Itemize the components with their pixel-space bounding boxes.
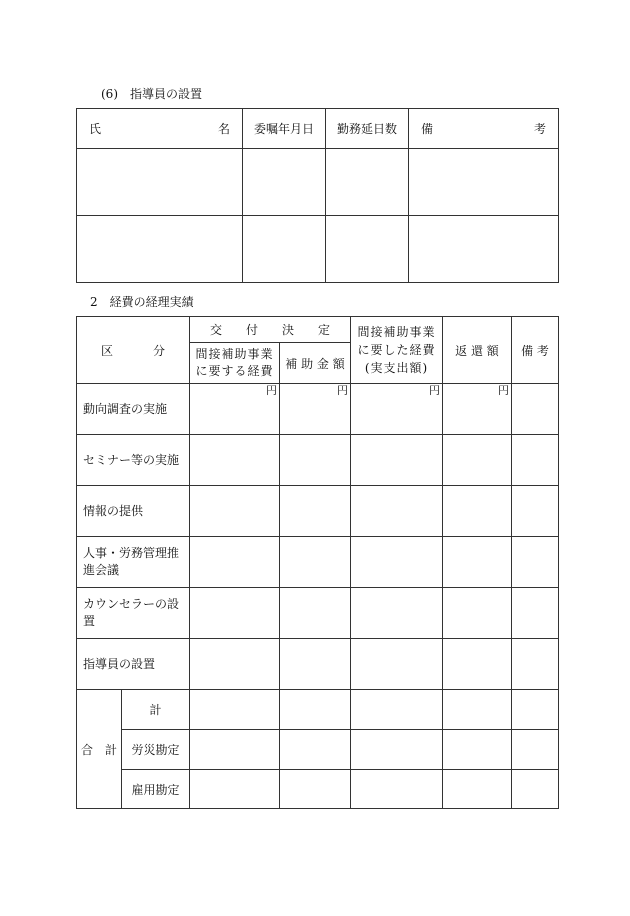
grant-char: 交 — [210, 323, 223, 337]
header-work-days: 勤務延日数 — [326, 109, 409, 149]
table-row — [77, 486, 559, 537]
header-appointment-date: 委嘱年月日 — [243, 109, 326, 149]
header-remarks: 備 考 — [512, 317, 559, 384]
header-category — [77, 317, 190, 384]
cell[interactable] — [326, 149, 409, 216]
cell[interactable] — [351, 588, 443, 639]
cell[interactable] — [190, 730, 280, 770]
unit-yen[interactable]: 円 — [280, 384, 351, 435]
cell[interactable] — [512, 384, 559, 435]
row-label: カウンセラーの設置 — [77, 588, 190, 639]
header-remarks-right: 考 — [533, 122, 546, 136]
cell[interactable] — [409, 149, 559, 216]
header-remarks — [409, 109, 559, 149]
row-label: セミナー等の実施 — [77, 435, 190, 486]
cell[interactable] — [280, 639, 351, 690]
cell[interactable] — [351, 537, 443, 588]
total-label: 合 計 — [77, 690, 122, 809]
cell[interactable] — [512, 588, 559, 639]
cell[interactable] — [280, 435, 351, 486]
cell[interactable] — [77, 149, 243, 216]
grant-char: 定 — [317, 323, 330, 337]
grant-char: 付 — [245, 323, 258, 337]
unit-yen[interactable]: 円 — [190, 384, 280, 435]
cell[interactable] — [512, 730, 559, 770]
section-6-title: (6) 指導員の設置 — [101, 87, 202, 101]
cell[interactable] — [512, 435, 559, 486]
cell[interactable] — [351, 486, 443, 537]
header-remarks-left: 備 — [421, 122, 434, 136]
header-name-right: 名 — [217, 122, 230, 136]
cell[interactable] — [443, 537, 512, 588]
table-row — [77, 216, 559, 283]
cell[interactable] — [243, 149, 326, 216]
cell[interactable] — [280, 690, 351, 730]
header-indirect-cost-required: 間接補助事業に要する経費 — [190, 343, 280, 384]
cell[interactable] — [512, 639, 559, 690]
cell[interactable] — [243, 216, 326, 283]
header-grant-amount: 補 助 金 額 — [280, 343, 351, 384]
cell[interactable] — [443, 730, 512, 770]
cell[interactable] — [280, 537, 351, 588]
cell[interactable] — [351, 435, 443, 486]
expense-table — [76, 316, 559, 809]
header-name — [77, 109, 243, 149]
unit-yen[interactable]: 円 — [351, 384, 443, 435]
cell[interactable] — [351, 770, 443, 809]
cell[interactable] — [351, 639, 443, 690]
header-name-left: 氏 — [89, 122, 102, 136]
table-row — [77, 384, 559, 435]
row-label: 人事・労務管理推進会議 — [77, 537, 190, 588]
total-row — [77, 690, 559, 730]
table-row — [77, 149, 559, 216]
cell[interactable] — [443, 770, 512, 809]
cell[interactable] — [190, 639, 280, 690]
row-label: 指導員の設置 — [77, 639, 190, 690]
cell[interactable] — [443, 588, 512, 639]
header-grant-decision — [190, 317, 351, 343]
total-row-label: 労災勘定 — [122, 730, 190, 770]
cell[interactable] — [190, 537, 280, 588]
total-row-label: 雇用勘定 — [122, 770, 190, 809]
header-category-right: 分 — [152, 343, 165, 358]
cell[interactable] — [190, 770, 280, 809]
cell[interactable] — [443, 435, 512, 486]
cell[interactable] — [280, 770, 351, 809]
header-indirect-cost-spent — [351, 317, 443, 384]
cell[interactable] — [77, 216, 243, 283]
cell[interactable] — [512, 690, 559, 730]
row-label: 動向調査の実施 — [77, 384, 190, 435]
cell[interactable] — [190, 435, 280, 486]
grant-char: 決 — [281, 323, 294, 337]
cell[interactable] — [280, 486, 351, 537]
cell[interactable] — [512, 537, 559, 588]
cell[interactable] — [326, 216, 409, 283]
total-row — [77, 770, 559, 809]
table-row — [77, 537, 559, 588]
indirect-cost-spent-label: 間接補助事業に要した経費 — [357, 325, 436, 357]
header-category-left: 区 — [101, 343, 114, 358]
actual-expense-label: (実支出額) — [364, 361, 429, 375]
row-label: 情報の提供 — [77, 486, 190, 537]
cell[interactable] — [190, 588, 280, 639]
cell[interactable] — [409, 216, 559, 283]
cell[interactable] — [512, 486, 559, 537]
cell[interactable] — [190, 690, 280, 730]
instructor-table — [76, 108, 559, 283]
cell[interactable] — [351, 730, 443, 770]
table-row — [77, 435, 559, 486]
cell[interactable] — [443, 486, 512, 537]
section-2-title: 2 経費の経理実績 — [90, 295, 194, 309]
cell[interactable] — [190, 486, 280, 537]
total-row-label: 計 — [122, 690, 190, 730]
table-row — [77, 639, 559, 690]
cell[interactable] — [512, 770, 559, 809]
cell[interactable] — [280, 588, 351, 639]
header-refund: 返 還 額 — [443, 317, 512, 384]
cell[interactable] — [280, 730, 351, 770]
unit-yen[interactable]: 円 — [443, 384, 512, 435]
table-row — [77, 588, 559, 639]
cell[interactable] — [443, 690, 512, 730]
cell[interactable] — [443, 639, 512, 690]
cell[interactable] — [351, 690, 443, 730]
total-row — [77, 730, 559, 770]
